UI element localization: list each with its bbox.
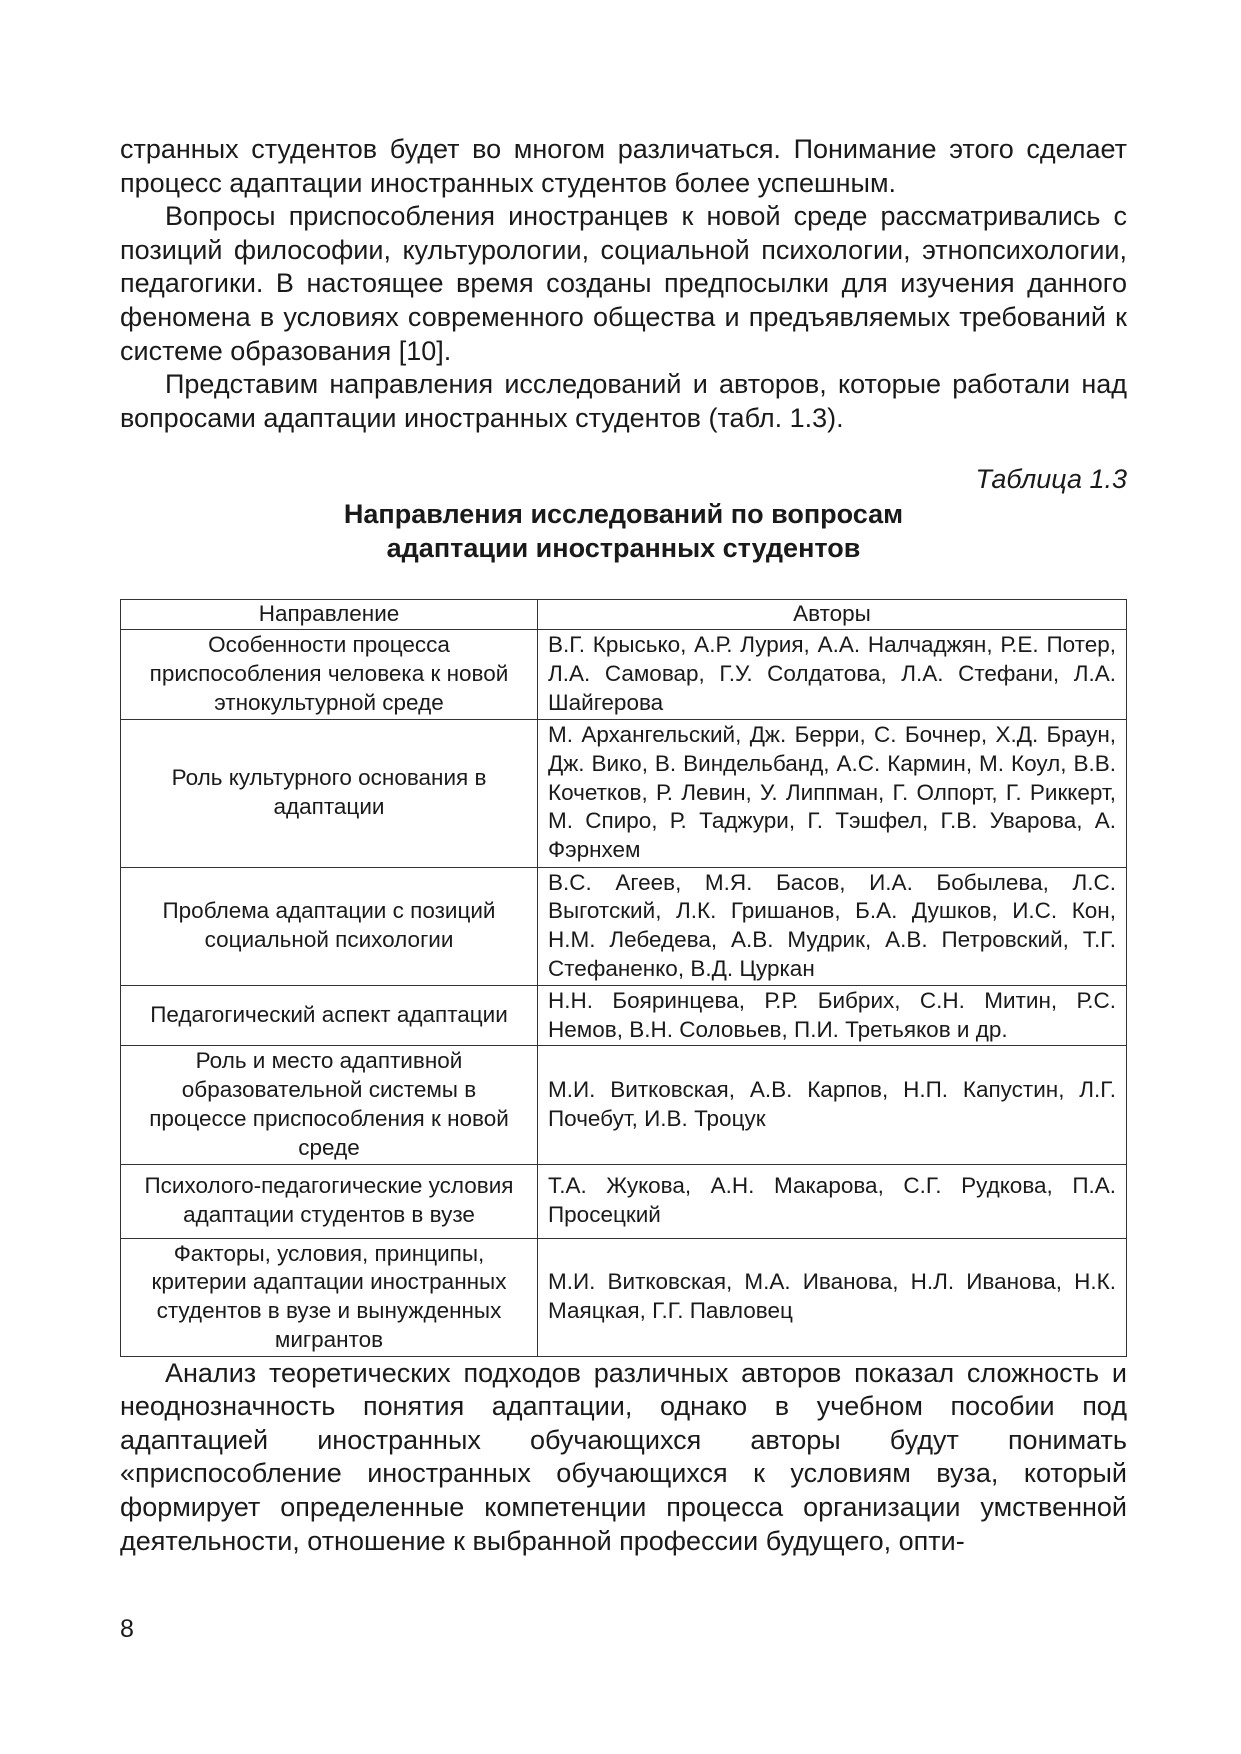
- table-header-row: [121, 600, 1127, 630]
- header-direction: Направление: [121, 600, 538, 630]
- paragraph-continuation: странных студентов будет во многом различаться. Понимание этого сделает процесс адаптации иностранных студентов более успешным.: [120, 134, 1127, 198]
- cell-direction: Роль и место адаптивной образовательной системы в процессе приспособления к новой среде: [121, 1046, 538, 1164]
- table-row: [121, 630, 1127, 719]
- cell-direction: Проблема адаптации с позиций социальной психологии: [121, 867, 538, 985]
- table-row: [121, 867, 1127, 985]
- table-title-line-2: адаптации иностранных студентов: [386, 533, 861, 564]
- document-page: [120, 133, 1127, 1558]
- header-authors: Авторы: [538, 600, 1127, 630]
- paragraph-adaptation-questions: Вопросы приспособления иностранцев к новой среде рассматривались с позиций философии, культурологии, социальной психологии, этнопсихологии, педагогики. В настоящее время созданы предпосылки для изучения данного феномена в условиях современного общества и предъявляемых требований к системе образования [10].: [120, 201, 1127, 366]
- paragraph-analysis: Анализ теоретических подходов различных авторов показал сложность и неоднозначность понятия адаптации, однако в учебном пособии под адаптацией иностранных обучающихся авторы будут понимать «приспособление иностранных обучающихся к условиям вуза, который формирует определенные компетенции процесса организации умственной деятельности, отношение к выбранной профессии будущего, опти-: [120, 1357, 1127, 1556]
- cell-authors: В.Г. Крысько, А.Р. Лурия, А.А. Налчаджян, Р.Е. Потер, Л.А. Самовар, Г.У. Солдатова, Л.А. Стефани, Л.А. Шайгерова: [538, 630, 1127, 719]
- table-row: [121, 985, 1127, 1046]
- table-row: [121, 1164, 1127, 1238]
- table-title: [120, 497, 1127, 565]
- table-row: [121, 719, 1127, 867]
- paragraph-table-intro: Представим направления исследований и авторов, которые работали над вопросами адаптации иностранных студентов (табл. 1.3).: [120, 369, 1127, 433]
- cell-authors: Н.Н. Бояринцева, Р.Р. Бибрих, С.Н. Митин, Р.С. Немов, В.Н. Соловьев, П.И. Третьяков и др.: [538, 985, 1127, 1046]
- cell-authors: М.И. Витковская, М.А. Иванова, Н.Л. Иванова, Н.К. Маяцкая, Г.Г. Павловец: [538, 1238, 1127, 1356]
- cell-direction: Факторы, условия, принципы, критерии адаптации иностранных студентов в вузе и вынужденных мигрантов: [121, 1238, 538, 1356]
- cell-authors: М.И. Витковская, А.В. Карпов, Н.П. Капустин, Л.Г. Почебут, И.В. Троцук: [538, 1046, 1127, 1164]
- table-title-line-1: Направления исследований по вопросам: [343, 499, 904, 530]
- research-directions-table: [120, 599, 1127, 1356]
- cell-direction: Педагогический аспект адаптации: [121, 985, 538, 1046]
- cell-direction: Психолого-педагогические условия адаптации студентов в вузе: [121, 1164, 538, 1238]
- cell-direction: Особенности процесса приспособления человека к новой этнокультурной среде: [121, 630, 538, 719]
- table-row: [121, 1238, 1127, 1356]
- cell-authors: Т.А. Жукова, А.Н. Макарова, С.Г. Рудкова, П.А. Просецкий: [538, 1164, 1127, 1238]
- table-row: [121, 1046, 1127, 1164]
- cell-authors: В.С. Агеев, М.Я. Басов, И.А. Бобылева, Л.С. Выготский, Л.К. Гришанов, Б.А. Душков, И.С. Кон, Н.М. Лебедева, А.В. Мудрик, А.В. Петровский, Т.Г. Стефаненко, В.Д. Цуркан: [538, 867, 1127, 985]
- cell-authors: М. Архангельский, Дж. Берри, С. Бочнер, Х.Д. Браун, Дж. Вико, В. Виндельбанд, А.С. Кармин, М. Коул, В.В. Кочетков, Р. Левин, У. Липпман, Г. Олпорт, Г. Риккерт, М. Спиро, Р. Таджури, Г. Тэшфел, Г.В. Уварова, А. Фэрнхем: [538, 719, 1127, 867]
- page-number: 8: [120, 1615, 134, 1643]
- cell-direction: Роль культурного основания в адаптации: [121, 719, 538, 867]
- table-label: Таблица 1.3: [975, 464, 1127, 495]
